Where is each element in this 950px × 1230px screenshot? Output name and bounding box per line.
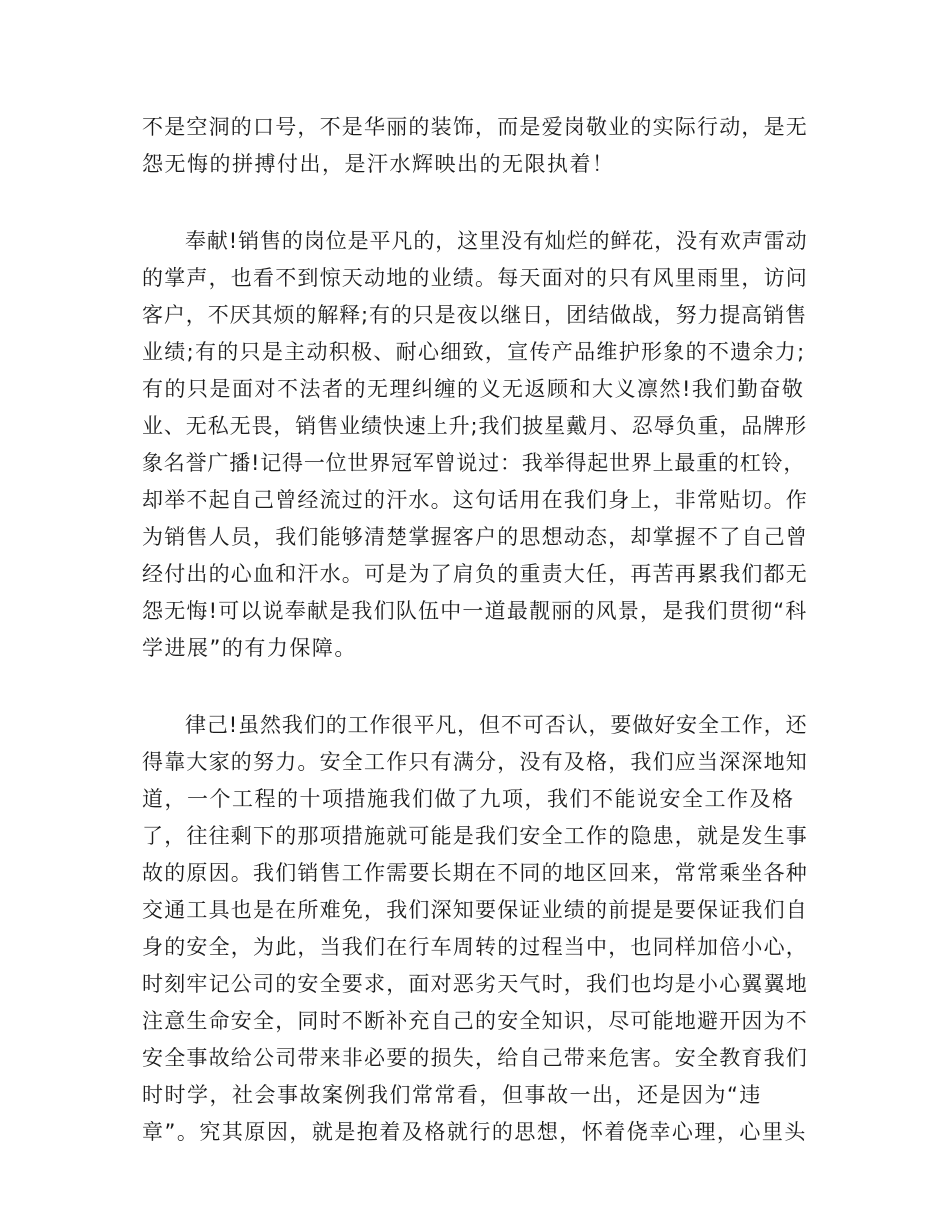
paragraph-2-line-2: 的掌声，也看不到惊天动地的业绩。每天面对的只有风里雨里，访问 (142, 266, 808, 290)
paragraph-2-line-1: 奉献!销售的岗位是平凡的，这里没有灿烂的鲜花，没有欢声雷动 (185, 229, 808, 253)
paragraph-3-line-12: 章”。究其原因，就是抱着及格就行的思想，怀着侥幸心理，心里头 (142, 1120, 807, 1144)
paragraph-2-line-9: 为销售人员，我们能够清楚掌握客户的思想动态，却掌握不了自己曾 (142, 525, 808, 549)
paragraph-2-line-12: 学进展”的有力保障。 (142, 636, 357, 660)
paragraph-3-line-9: 注意生命安全，同时不断补充自己的安全知识，尽可能地避开因为不 (142, 1009, 808, 1033)
paragraph-3-line-2: 得靠大家的努力。安全工作只有满分，没有及格，我们应当深深地知 (142, 750, 808, 774)
paragraph-2-line-5: 有的只是面对不法者的无理纠缠的义无返顾和大义凛然!我们勤奋敬 (142, 377, 805, 401)
paragraph-2-line-10: 经付出的心血和汗水。可是为了肩负的重责大任，再苦再累我们都无 (142, 562, 808, 586)
paragraph-3-line-10: 安全事故给公司带来非必要的损失，给自己带来危害。安全教育我们 (142, 1046, 808, 1070)
paragraph-3-line-3: 道，一个工程的十项措施我们做了九项，我们不能说安全工作及格 (142, 787, 795, 811)
paragraph-3-line-1: 律己!虽然我们的工作很平凡，但不可否认，要做好安全工作，还 (185, 713, 808, 737)
paragraph-2-line-6: 业、无私无畏，销售业绩快速上升;我们披星戴月、忍辱负重，品牌形 (142, 414, 807, 438)
paragraph-3-line-7: 身的安全，为此，当我们在行车周转的过程当中，也同样加倍小心， (142, 935, 808, 959)
paragraph-2-line-7: 象名誉广播!记得一位世界冠军曾说过：我举得起世界上最重的杠铃， (142, 451, 806, 475)
paragraph-3-line-5: 故的原因。我们销售工作需要长期在不同的地区回来，常常乘坐各种 (142, 861, 808, 885)
paragraph-2-line-11: 怨无悔!可以说奉献是我们队伍中一道最靓丽的风景，是我们贯彻“科 (142, 599, 808, 623)
paragraph-3-line-8: 时刻牢记公司的安全要求，面对恶劣天气时，我们也均是小心翼翼地 (142, 972, 808, 996)
paragraph-2-line-8: 却举不起自己曾经流过的汗水。这句话用在我们身上，非常贴切。作 (142, 488, 808, 512)
paragraph-3-line-6: 交通工具也是在所难免，我们深知要保证业绩的前提是要保证我们自 (142, 898, 808, 922)
paragraph-1-line-2: 怨无悔的拼搏付出，是汗水辉映出的无限执着！ (142, 152, 615, 176)
paragraph-2-line-3: 客户，不厌其烦的解释;有的只是夜以继日，团结做战，努力提高销售 (142, 303, 807, 327)
paragraph-3-line-11: 时时学，社会事故案例我们常常看，但事故一出，还是因为“违 (142, 1083, 762, 1107)
paragraph-3-line-4: 了，往往剩下的那项措施就可能是我们安全工作的隐患，就是发生事 (142, 824, 808, 848)
paragraph-1-line-1: 不是空洞的口号，不是华丽的装饰，而是爱岗敬业的实际行动，是无 (142, 115, 808, 139)
paragraph-2-line-4: 业绩;有的只是主动积极、耐心细致，宣传产品维护形象的不遗余力; (142, 340, 806, 364)
